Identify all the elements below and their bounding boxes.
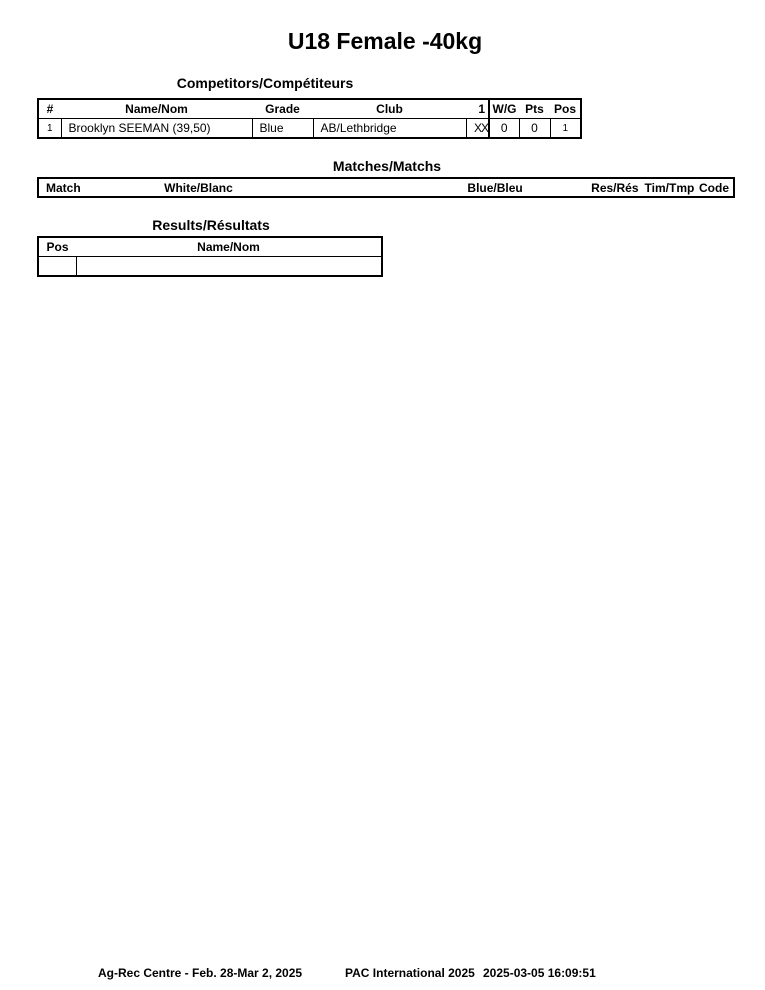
competitor-club: AB/Lethbridge [313, 119, 466, 139]
competitor-round-1: XX [466, 119, 489, 139]
table-row [38, 257, 382, 277]
col-club: Club [313, 99, 466, 119]
col-points: Pts [519, 99, 550, 119]
col-position: Pos [550, 99, 581, 119]
competitor-name: Brooklyn SEEMAN (39,50) [61, 119, 252, 139]
col-result: Res/Rés [591, 180, 639, 195]
matches-heading: Matches/Matchs [332, 158, 442, 174]
col-number: # [38, 99, 61, 119]
page-title: U18 Female -40kg [287, 28, 483, 54]
col-code: Code [699, 180, 729, 195]
col-grade: Grade [252, 99, 313, 119]
result-position-cell [38, 257, 76, 277]
footer-venue: Ag-Rec Centre - Feb. 28-Mar 2, 2025 [98, 966, 303, 980]
competitor-grade: Blue [252, 119, 313, 139]
col-time: Tim/Tmp [644, 180, 695, 195]
col-result-position: Pos [38, 237, 76, 257]
competitor-position: 1 [562, 122, 569, 134]
table-row [38, 119, 581, 139]
col-wins: W/G [489, 99, 519, 119]
col-name: Name/Nom [61, 99, 252, 119]
results-table [37, 236, 383, 277]
competitors-table [37, 98, 582, 139]
col-round-1: 1 [466, 99, 489, 119]
col-white: White/Blanc [164, 180, 233, 195]
results-header-row [38, 237, 382, 257]
footer-event: PAC International 2025 [345, 966, 475, 980]
competitor-wins: 0 [489, 119, 519, 139]
matches-table [37, 177, 735, 198]
results-heading: Results/Résultats [152, 217, 270, 233]
matches-header-row [38, 178, 734, 197]
footer-timestamp: 2025-03-05 16:09:51 [483, 966, 596, 980]
col-match: Match [46, 180, 81, 195]
competitors-heading: Competitors/Compétiteurs [176, 75, 354, 91]
result-name-cell [76, 257, 382, 277]
competitor-number: 1 [38, 119, 61, 139]
competitor-points: 0 [519, 119, 550, 139]
competitors-header-row [38, 99, 581, 119]
col-blue: Blue/Bleu [467, 180, 523, 195]
col-result-name: Name/Nom [76, 237, 382, 257]
